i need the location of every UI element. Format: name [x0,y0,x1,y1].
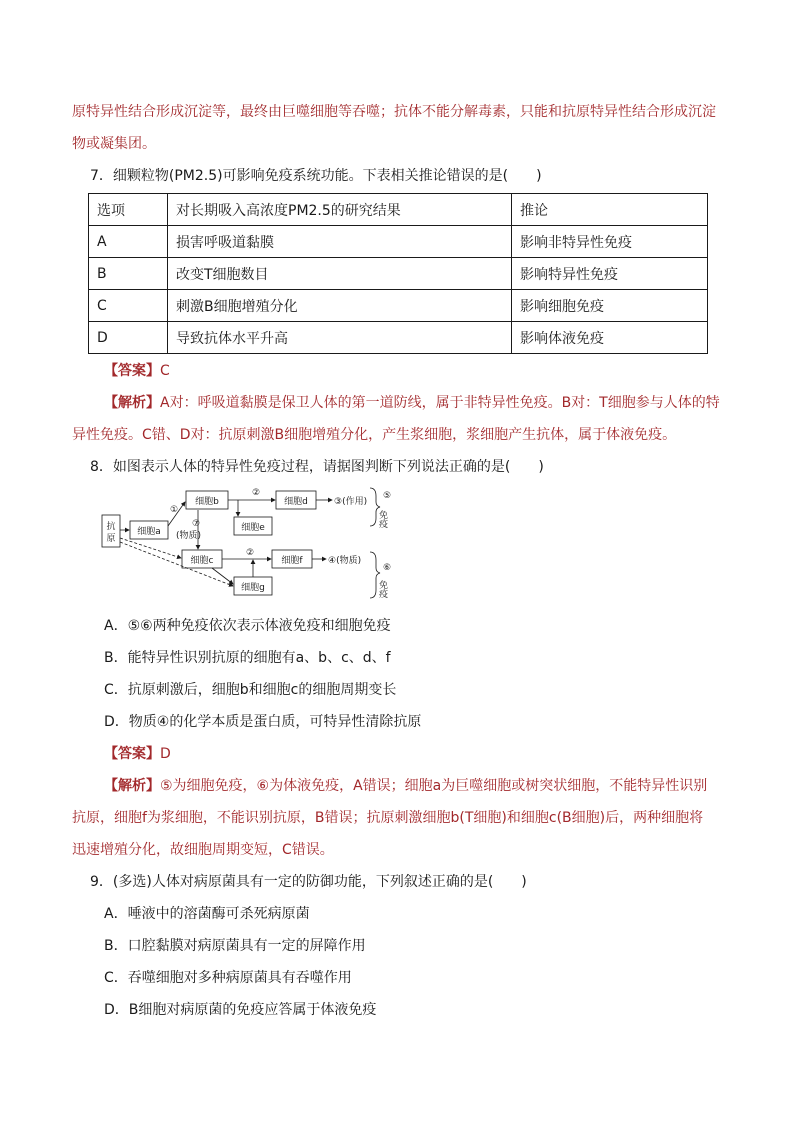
table-header-cell: 对长期吸入高浓度PM2.5的研究结果 [168,194,512,226]
intro-line-2: 物或凝集团。 [72,136,156,152]
analysis-label: 【解析】 [104,778,160,794]
table-header-cell: 推论 [512,194,708,226]
q8-option-a: A．⑤⑥两种免疫依次表示体液免疫和细胞免疫 [104,618,391,634]
analysis-text: A对：呼吸道黏膜是保卫人体的第一道防线，属于非特异性免疫。B对：T细胞参与人体的特 [160,395,720,411]
label-n4: ④(物质) [328,556,362,566]
q7-stem: 7．细颗粒物(PM2.5)可影响免疫系统功能。下表相关推论错误的是( ) [90,168,542,184]
table-cell: 影响细胞免疫 [512,290,708,322]
cell-b-label: 细胞b [195,497,219,507]
label-n5: ⑤ [383,491,392,501]
label-n3: ③(作用) [334,497,368,507]
label-n7-sub: (物质) [176,531,202,541]
label-n2-bottom: ② [246,548,255,558]
q7-analysis-line-2: 异性免疫。C错、D对：抗原刺激B细胞增殖分化，产生浆细胞，浆细胞产生抗体，属于体液免疫。 [72,427,677,443]
label-n2-top: ② [252,488,261,498]
label-n1: ① [170,505,179,515]
antigen-label-2: 原 [106,534,116,544]
answer-label: 【答案】 [104,363,160,379]
table-cell: D [89,322,168,354]
table-cell: 改变T细胞数目 [168,258,512,290]
table-cell: 刺激B细胞增殖分化 [168,290,512,322]
table-row [89,258,708,290]
q8-option-b: B．能特异性识别抗原的细胞有a、b、c、d、f [104,650,391,666]
table-cell: 影响非特异性免疫 [512,226,708,258]
cell-f-label: 细胞f [281,556,303,566]
table-row [89,290,708,322]
q7-table [88,193,708,354]
analysis-label: 【解析】 [104,395,160,411]
analysis-text: ⑤为细胞免疫，⑥为体液免疫，A错误；细胞a为巨噬细胞或树突状细胞，不能特异性识别 [160,778,708,794]
q8-analysis-line-2: 抗原，细胞f为浆细胞，不能识别抗原，B错误；抗原刺激细胞b(T细胞)和细胞c(B细胞)后，两种细胞将 [72,810,704,826]
table-cell: C [89,290,168,322]
cell-c-label: 细胞c [190,556,214,566]
q8-option-d: D．物质④的化学本质是蛋白质，可特异性清除抗原 [104,714,422,730]
intro-line-1: 原特异性结合形成沉淀等，最终由巨噬细胞等吞噬；抗体不能分解毒素，只能和抗原特异性结合形成沉淀 [72,104,716,120]
q8-analysis-line-1 [104,776,707,796]
q8-answer [104,744,171,764]
table-cell: A [89,226,168,258]
table-cell: 影响特异性免疫 [512,258,708,290]
cell-a-label: 细胞a [137,527,161,537]
q9-option-a: A．唾液中的溶菌酶可杀死病原菌 [104,906,310,922]
q9-option-c: C．吞噬细胞对多种病原菌具有吞噬作用 [104,970,352,986]
table-header-row [89,194,708,226]
q8-stem: 8．如图表示人体的特异性免疫过程，请据图判断下列说法正确的是( ) [90,459,544,475]
antigen-label-1: 抗 [106,522,116,532]
cell-d-label: 细胞d [284,497,308,507]
label-mianyi-5: 免疫 [377,510,387,528]
answer-value: C [160,363,170,379]
q9-option-b: B．口腔黏膜对病原菌具有一定的屏障作用 [104,938,366,954]
answer-value: D [160,746,171,762]
table-header-cell: 选项 [89,194,168,226]
answer-label: 【答案】 [104,746,160,762]
q7-analysis-line-1 [104,393,720,413]
label-n6: ⑥ [383,563,392,573]
label-mianyi-6: 免疫 [377,580,387,598]
cell-e-label: 细胞e [241,523,265,533]
q8-option-c: C．抗原刺激后，细胞b和细胞c的细胞周期变长 [104,682,397,698]
table-row [89,322,708,354]
table-cell: 影响体液免疫 [512,322,708,354]
q9-option-d: D．B细胞对病原菌的免疫应答属于体液免疫 [104,1002,377,1018]
immune-process-diagram [100,480,410,605]
label-n7: ⑦ [192,519,201,529]
table-cell: B [89,258,168,290]
q8-analysis-line-3: 迅速增殖分化，故细胞周期变短，C错误。 [72,842,334,858]
table-row [89,226,708,258]
q9-stem: 9．(多选)人体对病原菌具有一定的防御功能，下列叙述正确的是( ) [90,874,527,890]
table-cell: 损害呼吸道黏膜 [168,226,512,258]
table-cell: 导致抗体水平升高 [168,322,512,354]
cell-g-label: 细胞g [241,583,265,593]
q7-answer [104,361,170,381]
